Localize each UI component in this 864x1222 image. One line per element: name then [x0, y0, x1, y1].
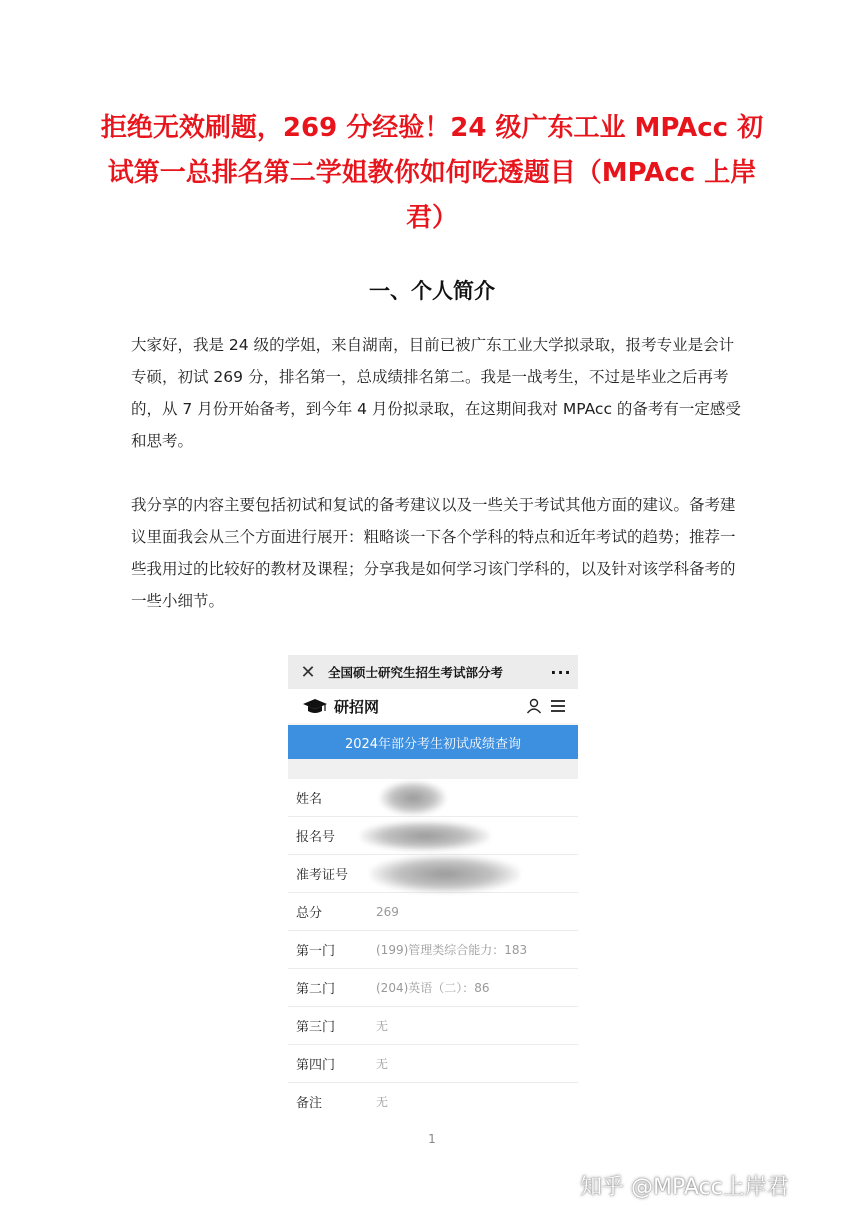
row-label: 第四门 — [296, 1058, 336, 1073]
table-row — [288, 1045, 578, 1083]
graduation-cap-icon — [302, 697, 328, 715]
row-value: 无 — [376, 1095, 389, 1109]
score-query-banner: 2024年部分考生初试成绩查询 — [288, 725, 578, 759]
page-number: 1 — [428, 1132, 436, 1146]
row-label: 第一门 — [296, 944, 336, 959]
more-icon[interactable]: ··· — [550, 662, 572, 682]
row-label: 姓名 — [296, 792, 323, 807]
table-row — [288, 1083, 578, 1115]
section-heading: 一、个人简介 — [369, 279, 495, 303]
wechat-page-title: 全国硕士研究生招生考试部分考 — [328, 665, 504, 680]
table-row — [288, 969, 578, 1007]
row-label: 第三门 — [296, 1020, 336, 1035]
row-value: (199)管理类综合能力：183 — [376, 943, 528, 957]
wechat-top-bar — [288, 655, 578, 689]
table-row — [288, 855, 578, 893]
score-table — [288, 779, 578, 1115]
row-value: 无 — [376, 1057, 389, 1071]
intro-paragraph: 大家好，我是 24 级的学姐，来自湖南，目前已被广东工业大学拟录取，报考专业是会计专硕，初试 269 分，排名第一，总成绩排名第二。我是一战考生，不过是毕业之后再考的，从 7 月份开始备考，到今年 4 月份拟录取，在这期间我对 MPAcc 的备考有一定感受和思考。 — [131, 336, 741, 450]
zhihu-watermark: 知乎 @MPAcc上岸君 — [580, 1175, 789, 1200]
redaction-blur — [360, 821, 490, 851]
table-row — [288, 893, 578, 931]
hamburger-menu-icon[interactable] — [548, 696, 568, 716]
table-row — [288, 1007, 578, 1045]
site-logo-text[interactable]: 研招网 — [334, 697, 380, 716]
table-row — [288, 931, 578, 969]
content-paragraph: 我分享的内容主要包括初试和复试的备考建议以及一些关于考试其他方面的建议。备考建议里面我会从三个方面进行展开：粗略谈一下各个学科的特点和近年考试的趋势；推荐一些我用过的比较好的教材及课程；分享我是如何学习该门学科的，以及针对该学科备考的一些小细节。 — [131, 496, 736, 610]
redaction-blur — [370, 855, 520, 893]
row-value: 269 — [376, 904, 399, 919]
table-row — [288, 817, 578, 855]
row-value: 无 — [376, 1019, 389, 1033]
row-label: 报名号 — [296, 830, 336, 845]
row-label: 准考证号 — [296, 868, 349, 883]
page-title: 拒绝无效刷题，269 分经验！24 级广东工业 MPAcc 初试第一总排名第二学姐教你如何吃透题目（MPAcc 上岸君） — [100, 113, 764, 233]
row-label: 总分 — [296, 906, 323, 921]
table-row — [288, 779, 578, 817]
row-label: 备注 — [296, 1096, 323, 1111]
site-header — [288, 689, 578, 723]
row-value: (204)英语（二）：86 — [376, 981, 490, 995]
user-icon[interactable] — [524, 696, 544, 716]
close-icon[interactable]: ✕ — [300, 661, 316, 683]
score-screenshot — [288, 655, 578, 1115]
row-label: 第二门 — [296, 982, 336, 997]
divider — [288, 759, 578, 779]
redaction-blur — [380, 781, 446, 815]
